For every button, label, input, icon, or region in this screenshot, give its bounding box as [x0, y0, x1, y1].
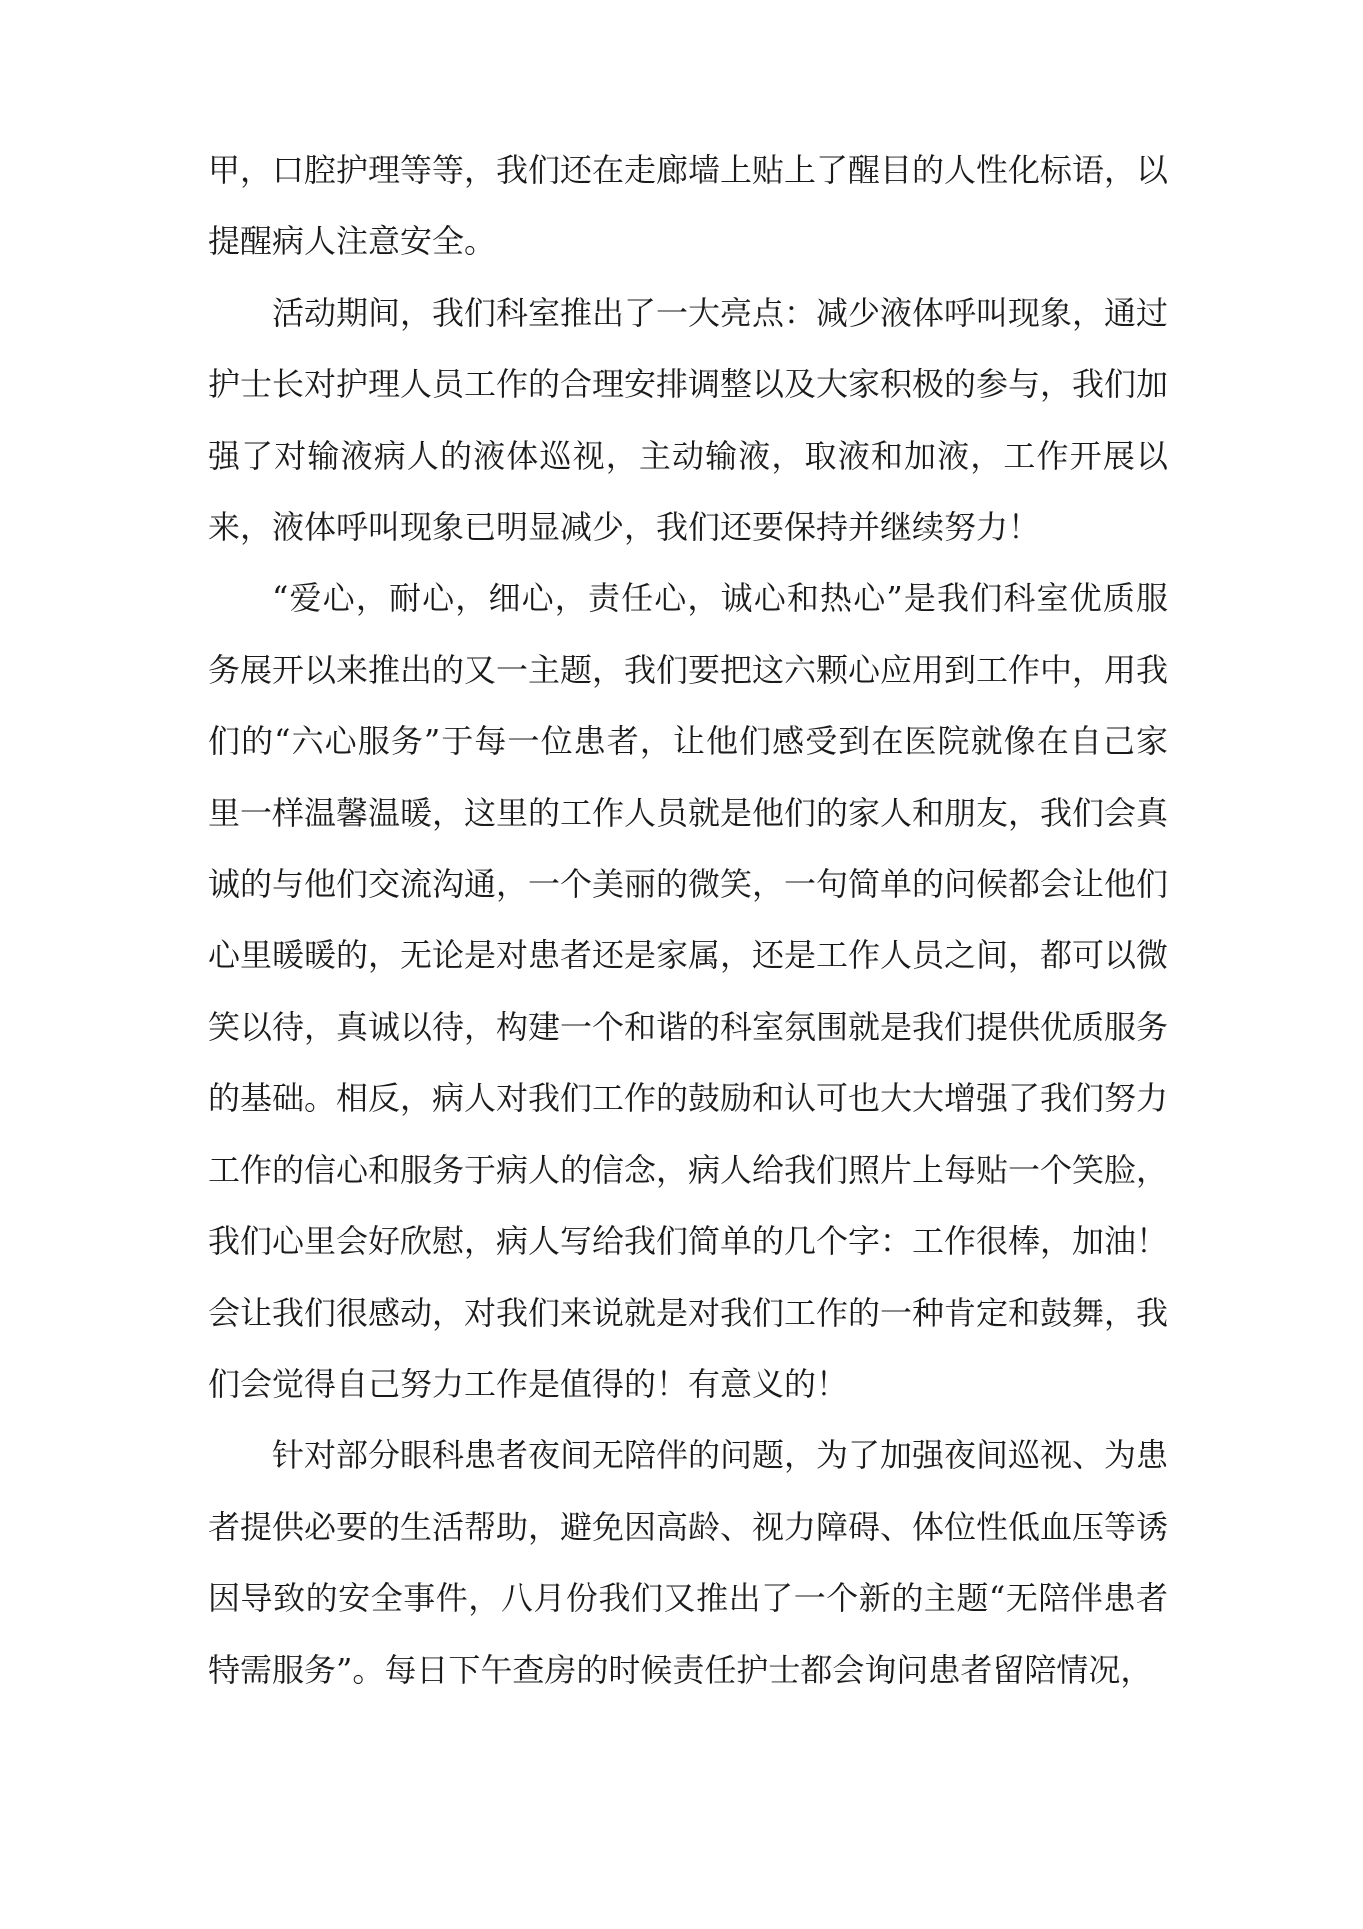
paragraph-2: 活动期间，我们科室推出了一大亮点：减少液体呼叫现象，通过护士长对护理人员工作的合理安排调整以及大家积极的参与，我们加强了对输液病人的液体巡视，主动输液，取液和加液，工作开展以来，液体呼叫现象已明显减少，我们还要保持并继续努力！: [208, 293, 1169, 547]
paragraph-3: “爱心，耐心，细心，责任心，诚心和热心”是我们科室优质服务展开以来推出的又一主题，我们要把这六颗心应用到工作中，用我们的“六心服务”于每一位患者，让他们感受到在医院就像在自己家里一样温馨温暖，这里的工作人员就是他们的家人和朋友，我们会真诚的与他们交流沟通，一个美丽的微笑，一句简单的问候都会让他们心里暖暖的，无论是对患者还是家属，还是工作人员之间，都可以微笑以待，真诚以待，构建一个和谐的科室氛围就是我们提供优质服务的基础。相反，病人对我们工作的鼓励和认可也大大增强了我们努力工作的信心和服务于病人的信念，病人给我们照片上每贴一个笑脸，我们心里会好欣慰，病人写给我们简单的几个字：工作很棒，加油！会让我们很感动，对我们来说就是对我们工作的一种肯定和鼓舞，我们会觉得自己努力工作是值得的！有意义的！: [208, 579, 1169, 1403]
paragraph-1: 甲，口腔护理等等，我们还在走廊墙上贴上了醒目的人性化标语，以提醒病人注意安全。: [208, 151, 1169, 261]
document-body: [208, 135, 1168, 1706]
paragraph-4: 针对部分眼科患者夜间无陪伴的问题，为了加强夜间巡视、为患者提供必要的生活帮助，避免因高龄、视力障碍、体位性低血压等诱因导致的安全事件，八月份我们又推出了一个新的主题“无陪伴患者特需服务”。每日下午查房的时候责任护士都会询问患者留陪情况，: [208, 1436, 1169, 1689]
